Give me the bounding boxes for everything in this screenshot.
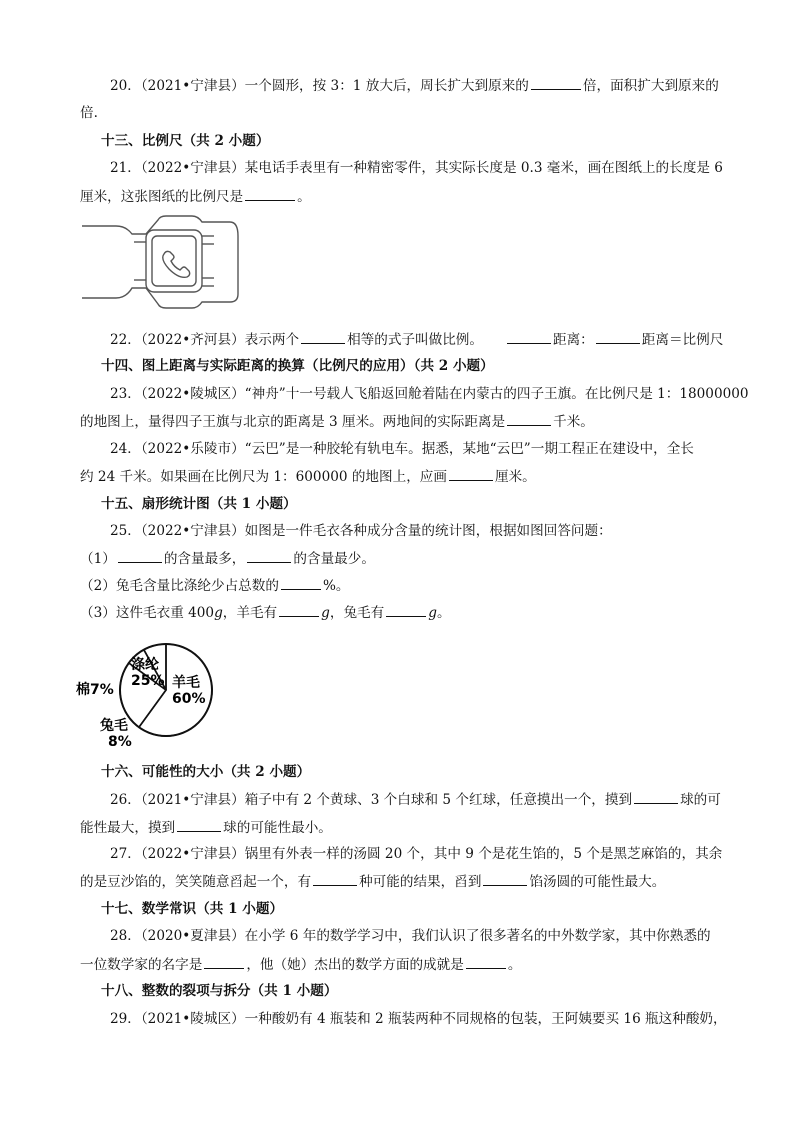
q28-line1: 28．（2020•夏津县）在小学 6 年的数学学习中，我们认识了很多著名的中外数学家，其中你熟悉的: [110, 928, 711, 944]
label-rabbit: 兔毛: [100, 718, 128, 734]
q26-line2: 能性最大，摸到 球的可能性最小。: [80, 820, 332, 836]
section-heading: 十四、图上距离与实际距离的换算（比例尺的应用）（共 2 小题）: [101, 358, 494, 374]
smartwatch-wrist-figure: [80, 212, 242, 312]
section-heading: 十八、整数的裂项与拆分（共 1 小题）: [101, 983, 338, 999]
answer-blank[interactable]: [247, 549, 291, 563]
answer-blank[interactable]: [177, 818, 221, 832]
answer-blank[interactable]: [204, 955, 244, 969]
answer-blank[interactable]: [634, 790, 678, 804]
answer-blank[interactable]: [466, 955, 506, 969]
label-wool: 羊毛: [172, 675, 200, 691]
label-poly: 涤纶: [131, 657, 159, 673]
label-cotton: 棉7%: [76, 682, 114, 698]
answer-blank[interactable]: [507, 412, 551, 426]
answer-blank[interactable]: [531, 76, 581, 90]
q25-stem: 25．（2022•宁津县）如图是一件毛衣各种成分含量的统计图，根据如图回答问题：: [110, 523, 612, 539]
answer-blank[interactable]: [596, 330, 640, 344]
answer-blank[interactable]: [449, 467, 493, 481]
q25-part1: （1） 的含量最多， 的含量最少。: [80, 551, 375, 567]
q25-part3: （3）这件毛衣重 400g，羊毛有 g，兔毛有 g。: [80, 605, 451, 621]
q21-line2: 厘米，这张图纸的比例尺是 。: [80, 189, 311, 205]
q24-line1: 24．（2022•乐陵市）“云巴”是一种胶轮有轨电车。据悉，某地“云巴”一期工程正在建设中，全长: [110, 441, 694, 457]
answer-blank[interactable]: [279, 603, 319, 617]
q26-line1: 26．（2021•宁津县）箱子中有 2 个黄球、3 个白球和 5 个红球，任意摸出一个，摸到 球的可: [110, 792, 721, 808]
q27-line1: 27．（2022•宁津县）锅里有外表一样的汤圆 20 个，其中 9 个是花生馅的，5 个是黑芝麻馅的，其余: [110, 846, 723, 862]
section-heading: 十三、比例尺（共 2 小题）: [101, 133, 270, 149]
answer-blank[interactable]: [507, 330, 551, 344]
answer-blank[interactable]: [483, 872, 527, 886]
q23-line2: 的地图上，量得四子王旗与北京的距离是 3 厘米。两地间的实际距离是 千米。: [80, 414, 594, 430]
section-heading: 十七、数学常识（共 1 小题）: [101, 901, 284, 917]
section-heading: 十五、扇形统计图（共 1 小题）: [101, 496, 297, 512]
q29-line1: 29．（2021•陵城区）一种酸奶有 4 瓶装和 2 瓶装两种不同规格的包装，王阿姨要买 16 瓶这种酸奶，: [110, 1011, 727, 1027]
label-rabbit-pct: 8%: [108, 734, 132, 750]
wool-composition-pie-chart: [76, 636, 216, 752]
q27-line2: 的是豆沙馅的，笑笑随意舀起一个，有 种可能的结果，舀到 馅汤圆的可能性最大。: [80, 874, 666, 890]
label-poly-pct: 25%: [131, 673, 165, 689]
q21-line1: 21．（2022•宁津县）某电话手表里有一种精密零件，其实际长度是 0.3 毫米，画在图纸上的长度是 6: [110, 160, 723, 176]
answer-blank[interactable]: [118, 549, 162, 563]
q22-line: 22．（2022•齐河县）表示两个 相等的式子叫做比例。 距离： 距离＝比例尺: [110, 332, 724, 348]
answer-blank[interactable]: [386, 603, 426, 617]
q20-line1: 20．（2021•宁津县）一个圆形，按 3：1 放大后，周长扩大到原来的 倍，面积扩大到原来的: [110, 78, 719, 94]
answer-blank[interactable]: [245, 187, 295, 201]
answer-blank[interactable]: [281, 576, 321, 590]
section-heading: 十六、可能性的大小（共 2 小题）: [101, 764, 311, 780]
q24-line2: 约 24 千米。如果画在比例尺为 1：600000 的地图上，应画 厘米。: [80, 469, 536, 485]
q28-line2: 一位数学家的名字是 ，他（她）杰出的数学方面的成就是 。: [80, 957, 522, 973]
answer-blank[interactable]: [301, 330, 345, 344]
answer-blank[interactable]: [313, 872, 357, 886]
label-wool-pct: 60%: [172, 691, 206, 707]
q23-line1: 23．（2022•陵城区）“神舟”十一号载人飞船返回舱着陆在内蒙古的四子王旗。在比例尺是 1：18000000: [110, 386, 749, 402]
q25-part2: （2）兔毛含量比涤纶少占总数的 %。: [80, 578, 350, 594]
q20-line2: 倍.: [80, 105, 98, 121]
